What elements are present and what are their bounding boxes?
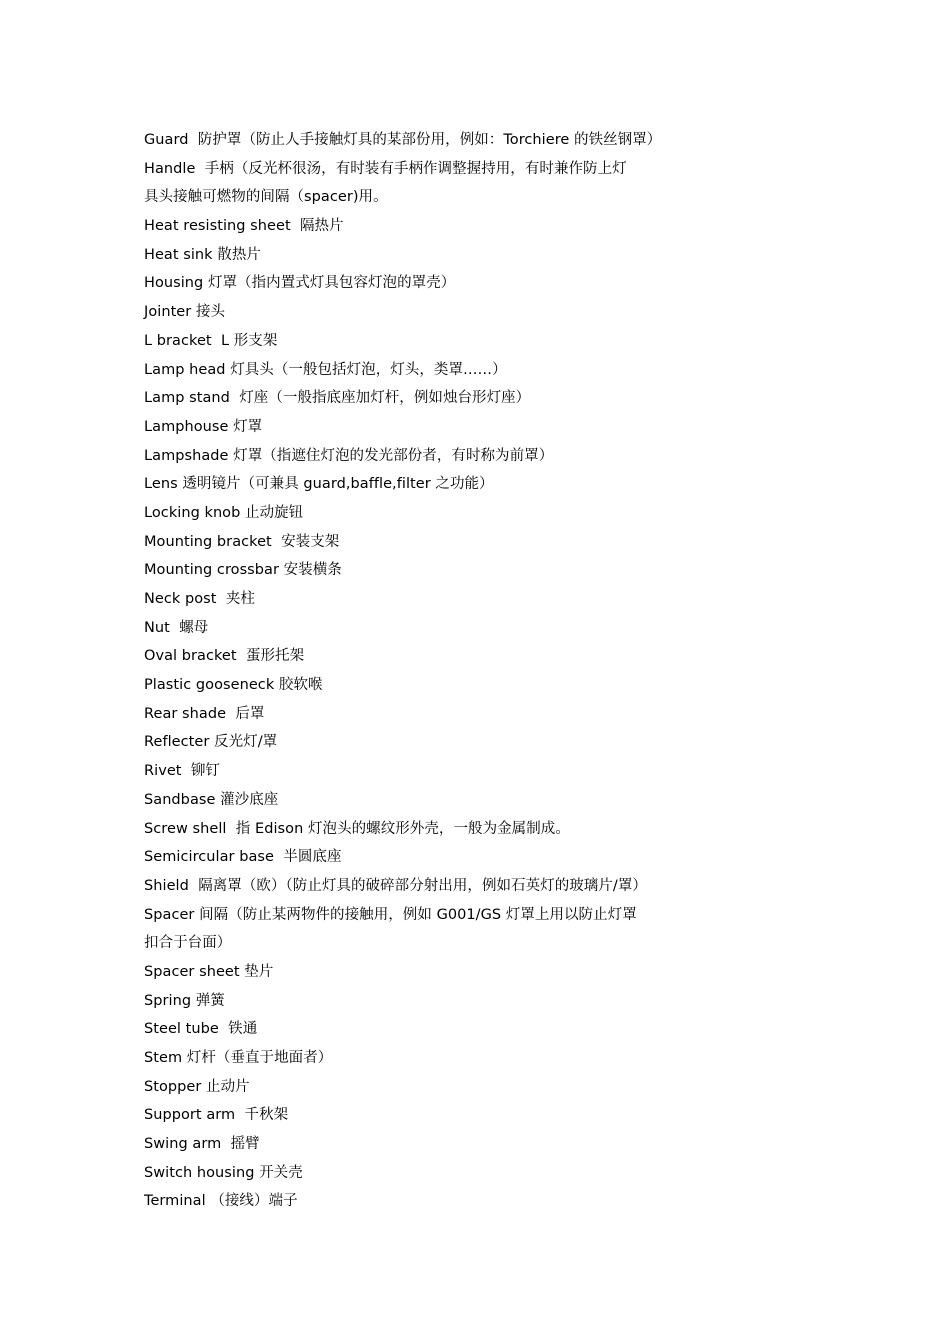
glossary-entry-lamp-stand: Lamp stand 灯座（一般指底座加灯杆，例如烛台形灯座） xyxy=(144,390,531,407)
glossary-entry-housing: Housing 灯罩（指内置式灯具包容灯泡的罩壳） xyxy=(144,275,456,292)
glossary-entry-reflecter: Reflecter 反光灯/罩 xyxy=(144,734,278,751)
glossary-entry-rivet: Rivet 铆钉 xyxy=(144,763,220,780)
glossary-entry-handle: Handle 手柄（反光杯很汤，有时装有手柄作调整握持用，有时兼作防上灯 xyxy=(144,160,627,177)
glossary-entry-spring: Spring 弹簧 xyxy=(144,992,225,1009)
glossary-entry-spacer-sheet: Spacer sheet 垫片 xyxy=(144,963,274,980)
glossary-entry-nut: Nut 螺母 xyxy=(144,619,209,636)
glossary-entry-locking-knob: Locking knob 止动旋钮 xyxy=(144,504,304,521)
glossary-entry-heat-resisting-sheet: Heat resisting sheet 隔热片 xyxy=(144,218,344,235)
glossary-entry-mounting-crossbar: Mounting crossbar 安装横条 xyxy=(144,562,342,579)
glossary-entry-spacer-continued: 扣合于台面） xyxy=(144,935,232,952)
glossary-entry-spacer: Spacer 间隔（防止某两物件的接触用，例如 G001/GS 灯罩上用以防止灯罩 xyxy=(144,906,637,923)
glossary-entry-terminal: Terminal （接线）端子 xyxy=(144,1193,298,1210)
glossary-entry-lampshade: Lampshade 灯罩（指遮住灯泡的发光部份者，有时称为前罩） xyxy=(144,447,554,464)
glossary-entry-semicircular-base: Semicircular base 半圆底座 xyxy=(144,849,342,866)
glossary-entry-plastic-gooseneck: Plastic gooseneck 胶软喉 xyxy=(144,677,323,694)
glossary-entry-oval-bracket: Oval bracket 蛋形托架 xyxy=(144,648,305,665)
glossary-entry-steel-tube: Steel tube 铁通 xyxy=(144,1021,258,1038)
glossary-entry-lens: Lens 透明镜片（可兼具 guard,baffle,filter 之功能） xyxy=(144,476,494,493)
glossary-entry-jointer: Jointer 接头 xyxy=(144,304,226,321)
glossary-entry-neck-post: Neck post 夹柱 xyxy=(144,591,255,607)
glossary-entry-heat-sink: Heat sink 散热片 xyxy=(144,246,261,263)
glossary-list xyxy=(144,126,704,1216)
glossary-entry-screw-shell: Screw shell 指 Edison 灯泡头的螺纹形外壳，一般为金属制成。 xyxy=(144,820,570,837)
glossary-entry-l-bracket: L bracket L 形支架 xyxy=(144,332,278,349)
glossary-entry-shield: Shield 隔离罩（欧）（防止灯具的破碎部分射出用，例如石英灯的玻璃片/罩） xyxy=(144,877,647,894)
glossary-entry-swing-arm: Swing arm 摇臂 xyxy=(144,1136,260,1153)
glossary-entry-sandbase: Sandbase 灌沙底座 xyxy=(144,791,279,808)
glossary-entry-stopper: Stopper 止动片 xyxy=(144,1078,250,1095)
glossary-entry-lamp-head: Lamp head 灯具头（一般包括灯泡，灯头，类罩……） xyxy=(144,361,507,378)
glossary-entry-rear-shade: Rear shade 后罩 xyxy=(144,705,265,722)
glossary-entry-lamphouse: Lamphouse 灯罩 xyxy=(144,418,263,435)
glossary-entry-support-arm: Support arm 千秋架 xyxy=(144,1107,289,1124)
glossary-entry-mounting-bracket: Mounting bracket 安装支架 xyxy=(144,533,340,550)
glossary-entry-handle-continued: 具头接触可燃物的间隔（spacer)用。 xyxy=(144,189,388,206)
glossary-entry-stem: Stem 灯杆（垂直于地面者） xyxy=(144,1050,333,1066)
glossary-entry-switch-housing: Switch housing 开关壳 xyxy=(144,1164,303,1181)
glossary-entry-guard: Guard 防护罩（防止人手接触灯具的某部份用，例如：Torchiere 的铁丝钢罩） xyxy=(144,132,662,148)
